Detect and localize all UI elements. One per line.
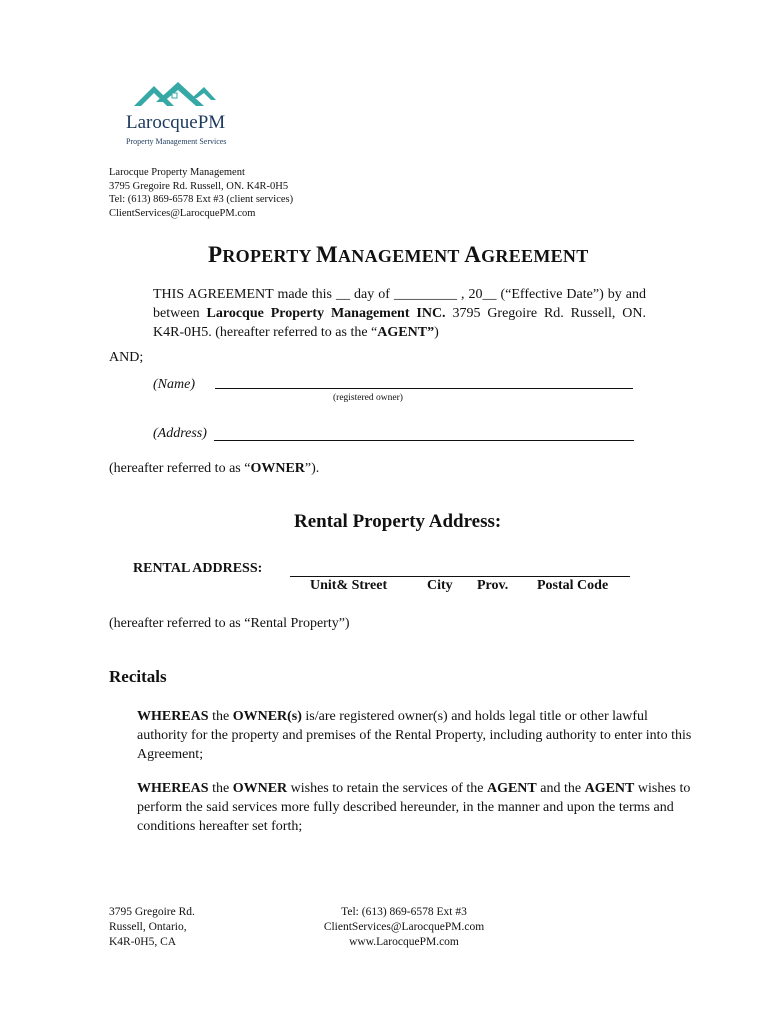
header-company-name: Larocque Property Management: [109, 167, 245, 178]
agreement-intro-paragraph: THIS AGREEMENT made this __ day of _________ , 20__ (“Effective Date”) by and between Larocque Property Management INC. 3795 Gregoire Rd. Russell, ON. K4R-0H5. (hereafter referred to as the “AGENT”): [153, 287, 646, 340]
document-title: PROPERTY MANAGEMENT AGREEMENT: [208, 242, 589, 267]
header-street: 3795 Gregoire Rd. Russell, ON. K4R-0H5: [109, 180, 289, 192]
footer-contact: [292, 905, 516, 950]
recital-2: WHEREAS the OWNER wishes to retain the services of the AGENT and the AGENT wishes to perform the said services more fully described hereunder, in the manner and upon the terms and conditions hereafter set forth;: [137, 781, 691, 834]
recitals-heading: Recitals: [109, 667, 167, 686]
footer-email[interactable]: ClientServices@LarocquePM.com: [323, 921, 485, 933]
rental-address-fill-line[interactable]: [290, 576, 630, 577]
house-roofs-icon: [134, 80, 216, 112]
column-city: City: [427, 578, 453, 593]
header-address: [109, 166, 293, 220]
footer-website-link[interactable]: www.LarocquePM.com: [349, 936, 459, 948]
header-phone: Tel: (613) 869-6578 Ext #3 (client services): [109, 194, 294, 205]
address-label: (Address): [153, 426, 207, 441]
rental-address-label: RENTAL ADDRESS:: [133, 561, 263, 576]
rental-property-reference: (hereafter referred to as “Rental Property”): [109, 616, 350, 631]
logo-brand-name: LarocquePM: [126, 112, 226, 133]
name-fill-line[interactable]: [215, 388, 633, 389]
name-label: (Name): [153, 377, 195, 392]
owner-reference: (hereafter referred to as “OWNER”).: [109, 461, 320, 476]
header-email: ClientServices@LarocquePM.com: [109, 207, 256, 219]
logo-tagline: Property Management Services: [126, 137, 227, 146]
rental-property-heading: Rental Property Address:: [294, 511, 502, 532]
company-logo: [120, 76, 248, 160]
company-name: Larocque Property Management INC.: [206, 306, 446, 321]
column-postal-code: Postal Code: [537, 578, 609, 593]
footer-address: 3795 Gregoire Rd. Russell, Ontario, K4R-0H5, CA: [109, 906, 195, 948]
and-label: AND;: [109, 350, 144, 365]
address-fill-line[interactable]: [214, 440, 634, 441]
column-unit-street: Unit& Street: [310, 578, 388, 593]
registered-owner-caption: (registered owner): [333, 393, 403, 403]
footer-phone: Tel: (613) 869-6578 Ext #3: [341, 906, 467, 918]
column-province: Prov.: [477, 578, 509, 593]
recital-1: WHEREAS the OWNER(s) is/are registered owner(s) and holds legal title or other lawful authority for the property and premises of the Rental Property, including authority to enter into this Agreement;: [137, 709, 692, 762]
